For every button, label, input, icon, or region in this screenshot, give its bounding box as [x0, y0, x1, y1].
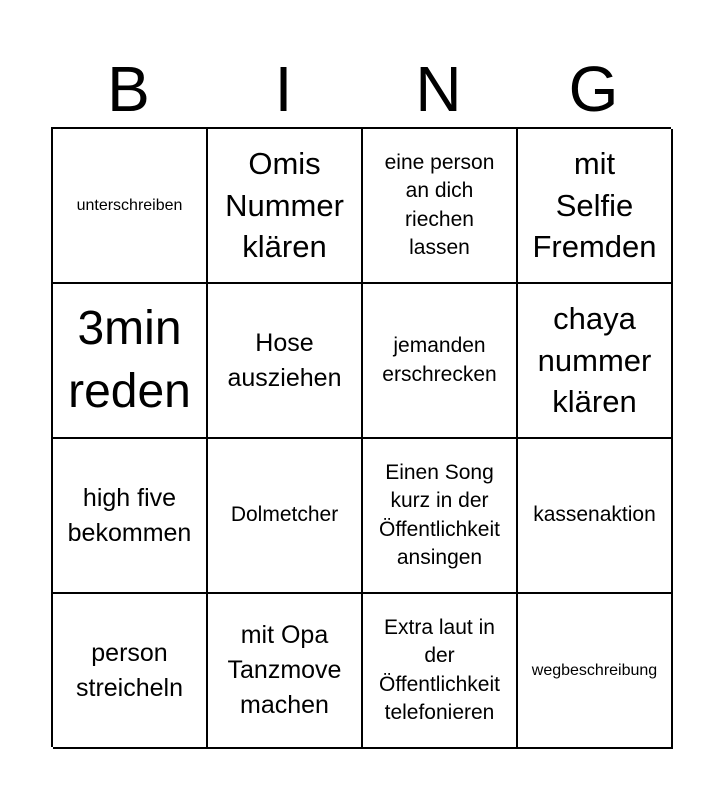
bingo-cell-label: Dolmetcher [230, 503, 339, 527]
bingo-cell-label: Hose ausziehen [227, 328, 342, 392]
bingo-cell-1-1[interactable] [53, 129, 208, 284]
bingo-cell-1-4[interactable] [518, 129, 673, 284]
bingo-cell-label: wegbeschreibung [531, 661, 658, 679]
bingo-cell-label: high five bekommen [67, 483, 192, 547]
bingo-cell-1-2[interactable] [208, 129, 363, 284]
bingo-cell-label: chaya nummer klären [537, 300, 652, 420]
bingo-cell-label: person streicheln [76, 638, 183, 702]
bingo-cell-label: mit Opa Tanzmove machen [227, 621, 342, 719]
bingo-cell-4-4[interactable] [518, 594, 673, 749]
bingo-cell-label: mit Selfie Fremden [532, 145, 657, 265]
bingo-cell-2-2[interactable] [208, 284, 363, 439]
header-letter-n: N [415, 53, 462, 125]
bingo-cell-label: Extra laut in der Öffentlichkeit telefonieren [378, 615, 500, 724]
bingo-cell-4-1[interactable] [53, 594, 208, 749]
bingo-cell-4-3[interactable] [363, 594, 518, 749]
bingo-cell-label: Omis Nummer klären [225, 145, 344, 265]
bingo-cell-3-1[interactable] [53, 439, 208, 594]
bingo-cell-2-1[interactable] [53, 284, 208, 439]
bingo-cell-3-2[interactable] [208, 439, 363, 594]
bingo-cell-label: kassenaktion [533, 503, 656, 527]
bingo-cell-label: jemanden erschrecken [382, 334, 497, 386]
bingo-cell-1-3[interactable] [363, 129, 518, 284]
header-letter-b: B [107, 53, 150, 125]
bingo-board [51, 127, 671, 747]
bingo-cell-4-2[interactable] [208, 594, 363, 749]
bingo-cell-label: 3min reden [68, 302, 191, 418]
bingo-cell-2-3[interactable] [363, 284, 518, 439]
header-letter-g: G [568, 53, 619, 125]
bingo-cell-2-4[interactable] [518, 284, 673, 439]
bingo-header [51, 50, 671, 128]
bingo-cell-label: unterschreiben [76, 196, 183, 214]
bingo-cell-label: eine person an dich riechen lassen [384, 150, 495, 259]
bingo-cell-3-3[interactable] [363, 439, 518, 594]
bingo-cell-label: Einen Song kurz in der Öffentlichkeit ansingen [378, 460, 500, 569]
header-letter-i: I [274, 53, 293, 125]
bingo-cell-3-4[interactable] [518, 439, 673, 594]
